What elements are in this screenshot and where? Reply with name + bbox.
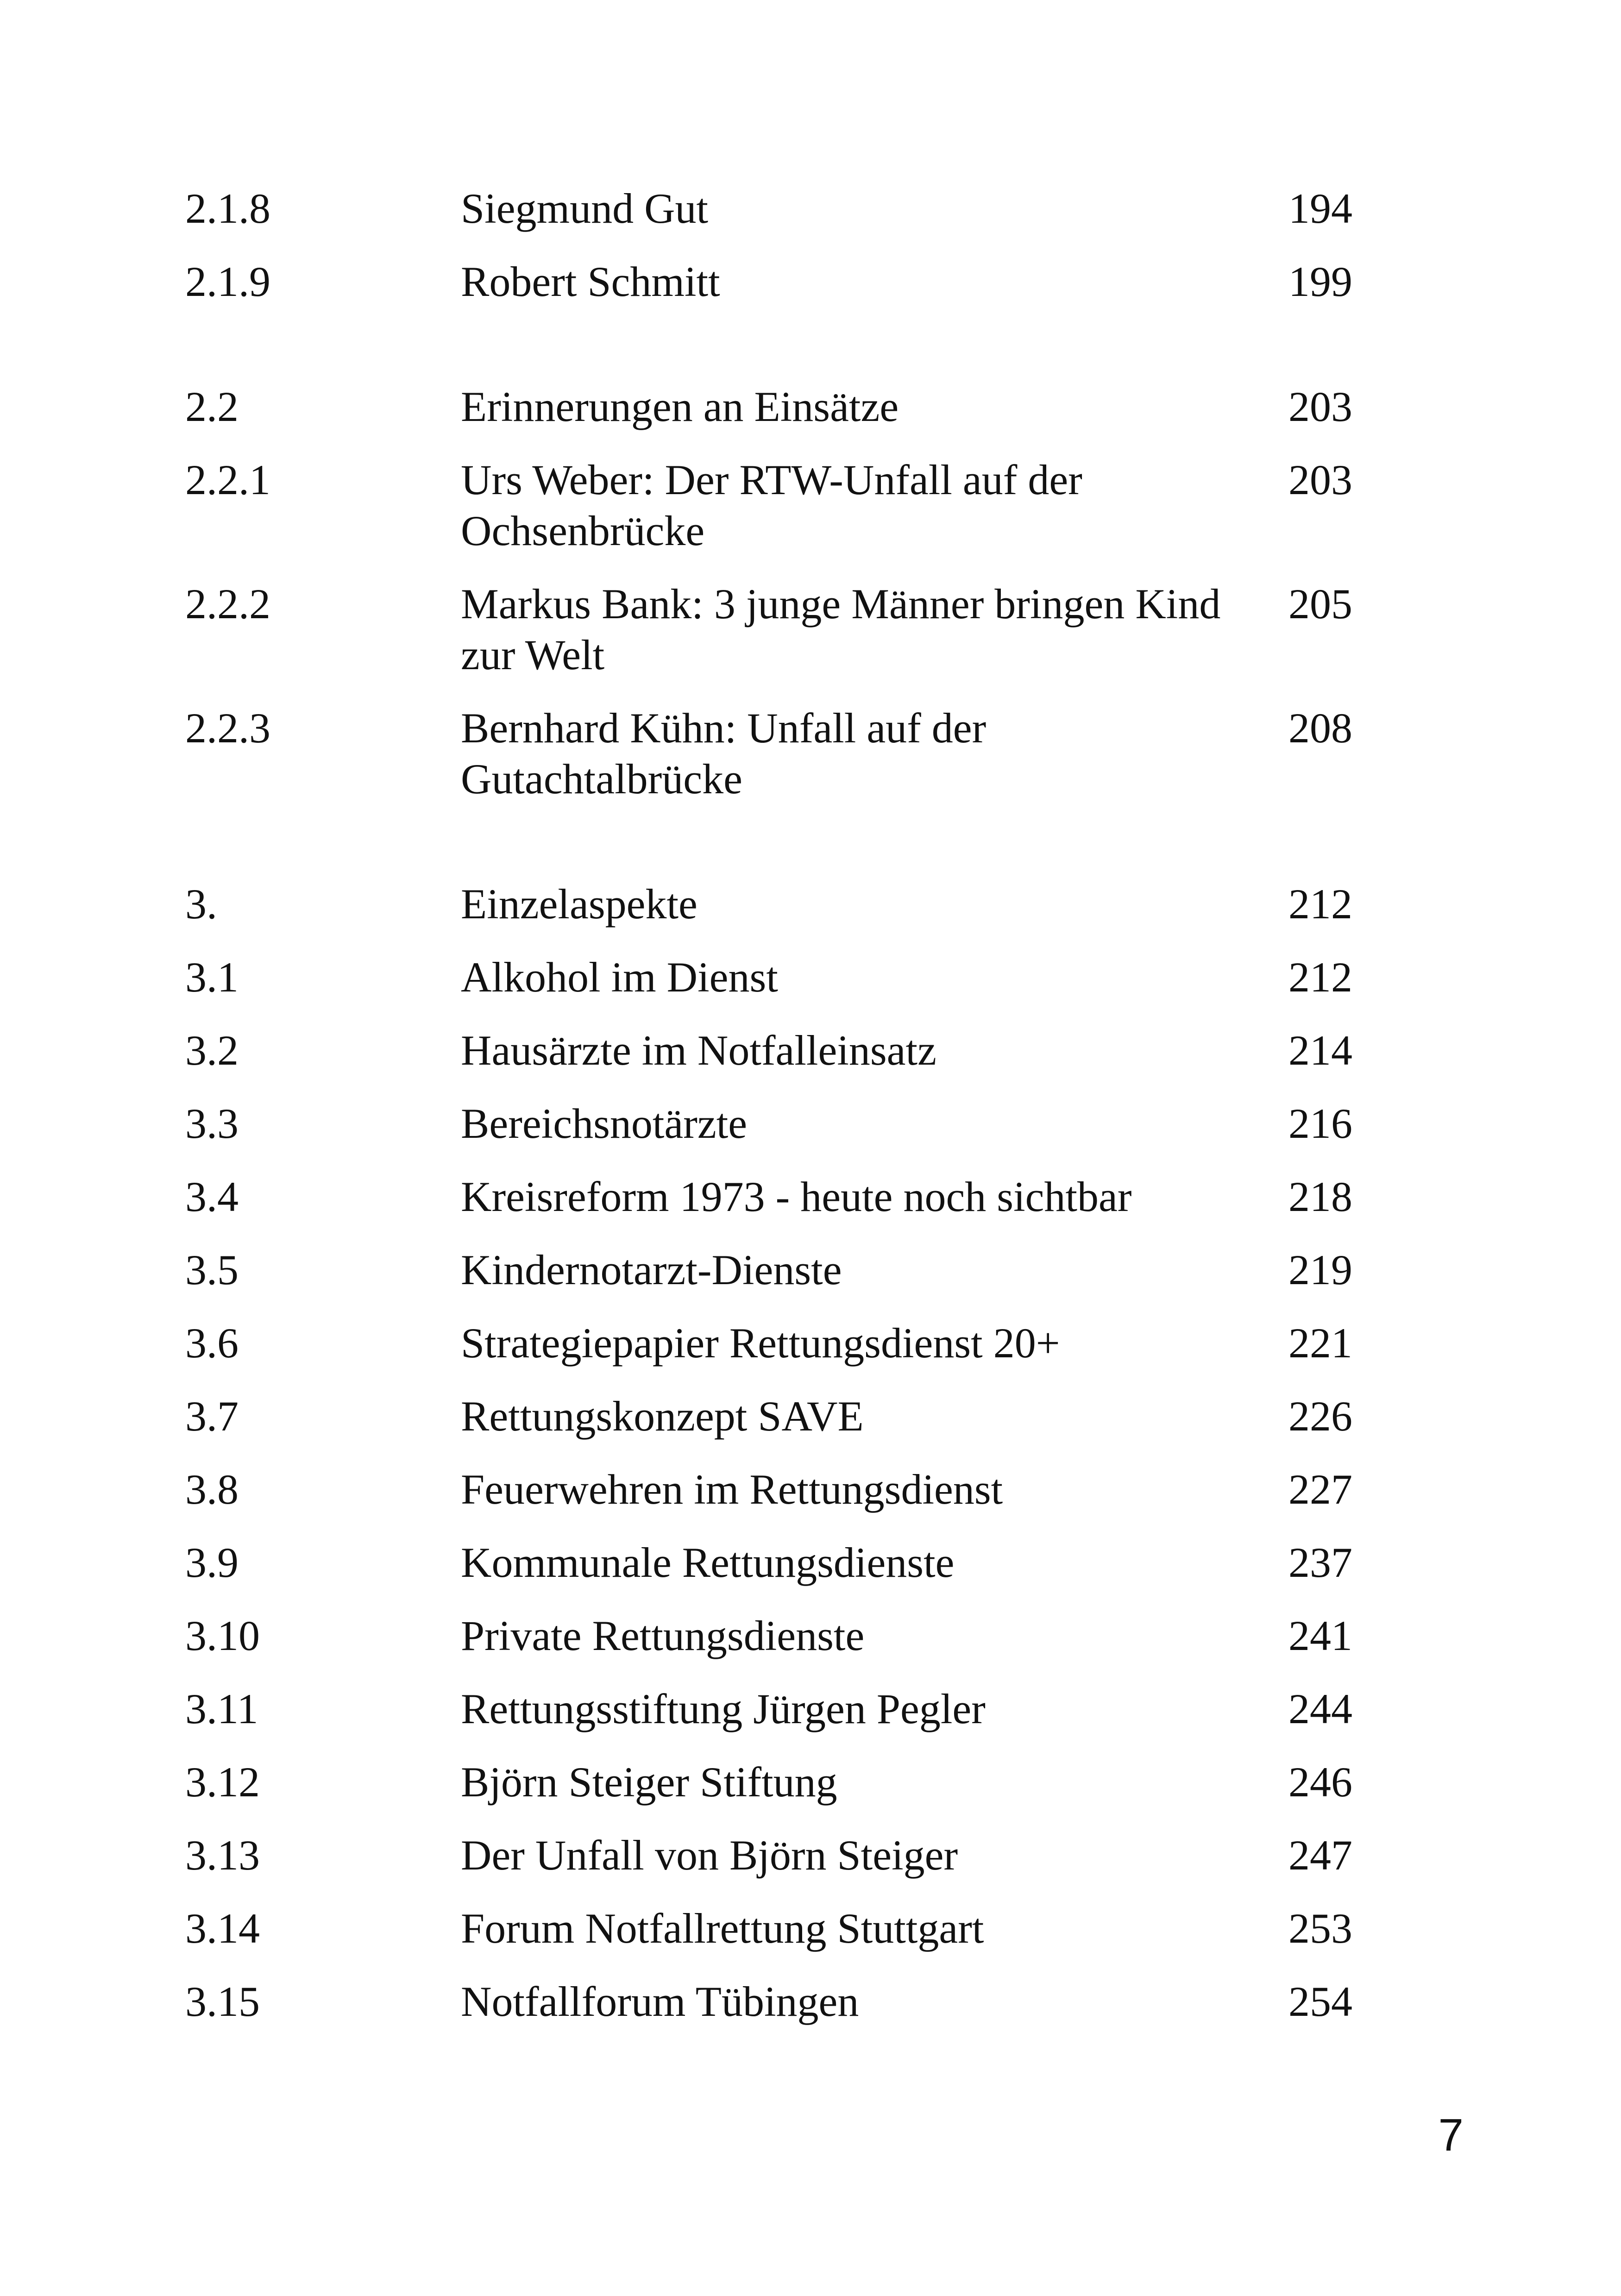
toc-entry: [185, 1976, 1352, 2027]
toc-entry: [185, 1537, 1352, 1588]
toc-entry-title: Bereichsnotärzte: [461, 1100, 748, 1147]
toc-entry-page: 208: [1288, 704, 1352, 752]
toc-entry-title: Erinnerungen an Einsätze: [461, 383, 899, 430]
toc-entry-title: Forum Notfallrettung Stuttgart: [461, 1905, 984, 1952]
toc-entry: [185, 1683, 1352, 1734]
toc-entry-page: 254: [1288, 1978, 1352, 2025]
toc-entry: [185, 1757, 1352, 1807]
toc-entry-title: Hausärzte im Notfalleinsatz: [461, 1027, 936, 1074]
page-number: 7: [1438, 2109, 1464, 2160]
toc-entry-page: 226: [1288, 1393, 1352, 1440]
toc-entry: [185, 1903, 1352, 1954]
toc-entry-number: 3.6: [185, 1319, 239, 1367]
toc-entry-title: Bernhard Kühn: Unfall auf der Gutachtalbrücke: [461, 704, 986, 803]
toc-entry: [185, 256, 1352, 307]
toc-entry: [185, 381, 1352, 432]
toc-entry-page: 237: [1288, 1539, 1352, 1586]
toc-entry-number: 3.15: [185, 1978, 260, 2025]
toc-entry-title: Kindernotarzt-Dienste: [461, 1246, 842, 1293]
toc-entry-number: 2.2.2: [185, 580, 270, 627]
table-of-contents: [185, 183, 1352, 2049]
toc-entry: [185, 454, 1352, 556]
toc-entry-number: 2.2.3: [185, 704, 270, 752]
toc-entry-page: 218: [1288, 1173, 1352, 1220]
toc-entry-page: 253: [1288, 1905, 1352, 1952]
toc-entry-page: 219: [1288, 1246, 1352, 1293]
toc-entry: [185, 1317, 1352, 1368]
toc-entry: [185, 1830, 1352, 1881]
toc-entry-number: 3.7: [185, 1393, 239, 1440]
toc-entry: [185, 952, 1352, 1003]
toc-entry-number: 2.1.9: [185, 258, 270, 305]
toc-entry: [185, 1025, 1352, 1076]
toc-entry-title: Der Unfall von Björn Steiger: [461, 1832, 958, 1879]
toc-entry-page: 203: [1288, 456, 1352, 503]
toc-entry-page: 212: [1288, 880, 1352, 928]
toc-entry-page: 246: [1288, 1758, 1352, 1806]
toc-entry: [185, 878, 1352, 929]
toc-entry-page: 203: [1288, 383, 1352, 430]
toc-entry-title: Feuerwehren im Rettungsdienst: [461, 1466, 1003, 1513]
toc-entry: [185, 1098, 1352, 1149]
toc-entry-number: 2.1.8: [185, 185, 270, 232]
toc-entry: [185, 1171, 1352, 1222]
toc-entry: [185, 1464, 1352, 1515]
toc-entry-page: 244: [1288, 1685, 1352, 1732]
toc-entry-number: 3.11: [185, 1685, 258, 1732]
toc-entry-number: 3.3: [185, 1100, 239, 1147]
toc-entry-title: Björn Steiger Stiftung: [461, 1758, 837, 1806]
toc-entry-title: Robert Schmitt: [461, 258, 720, 305]
toc-entry-title: Private Rettungsdienste: [461, 1612, 865, 1659]
toc-entry-title: Kommunale Rettungsdienste: [461, 1539, 955, 1586]
toc-entry-title: Alkohol im Dienst: [461, 954, 778, 1001]
toc-entry-title: Einzelaspekte: [461, 880, 697, 928]
toc-entry-number: 3.5: [185, 1246, 239, 1293]
toc-entry-title: Urs Weber: Der RTW-Unfall auf der Ochsenbrücke: [461, 456, 1082, 554]
toc-entry-title: Kreisreform 1973 - heute noch sichtbar: [461, 1173, 1132, 1220]
toc-entry-number: 2.2: [185, 383, 239, 430]
toc-entry-page: 241: [1288, 1612, 1352, 1659]
toc-entry-page: 214: [1288, 1027, 1352, 1074]
toc-entry-number: 3.8: [185, 1466, 239, 1513]
toc-entry-page: 216: [1288, 1100, 1352, 1147]
toc-entry-number: 3.4: [185, 1173, 239, 1220]
toc-entry-number: 3.14: [185, 1905, 260, 1952]
toc-entry-number: 3.: [185, 880, 217, 928]
toc-entry-number: 3.13: [185, 1832, 260, 1879]
toc-entry: [185, 1610, 1352, 1661]
toc-entry: [185, 703, 1352, 804]
toc-entry: [185, 183, 1352, 234]
toc-entry-number: 3.9: [185, 1539, 239, 1586]
toc-entry-page: 194: [1288, 185, 1352, 232]
toc-entry-number: 3.1: [185, 954, 239, 1001]
toc-entry-page: 199: [1288, 258, 1352, 305]
toc-entry-page: 205: [1288, 580, 1352, 627]
toc-entry-number: 3.2: [185, 1027, 239, 1074]
toc-entry-title: Markus Bank: 3 junge Männer bringen Kind zur Welt: [461, 580, 1221, 678]
toc-entry-title: Strategiepapier Rettungsdienst 20+: [461, 1319, 1060, 1367]
toc-entry-number: 3.10: [185, 1612, 260, 1659]
toc-entry-title: Rettungskonzept SAVE: [461, 1393, 864, 1440]
toc-entry-page: 221: [1288, 1319, 1352, 1367]
toc-entry-page: 212: [1288, 954, 1352, 1001]
toc-entry: [185, 578, 1352, 680]
toc-entry-title: Notfallforum Tübingen: [461, 1978, 859, 2025]
toc-entry-page: 227: [1288, 1466, 1352, 1513]
toc-entry-page: 247: [1288, 1832, 1352, 1879]
toc-entry-title: Siegmund Gut: [461, 185, 709, 232]
toc-entry-title: Rettungsstiftung Jürgen Pegler: [461, 1685, 986, 1732]
toc-entry-number: 3.12: [185, 1758, 260, 1806]
toc-entry-number: 2.2.1: [185, 456, 270, 503]
toc-entry: [185, 1244, 1352, 1295]
toc-entry: [185, 1391, 1352, 1442]
